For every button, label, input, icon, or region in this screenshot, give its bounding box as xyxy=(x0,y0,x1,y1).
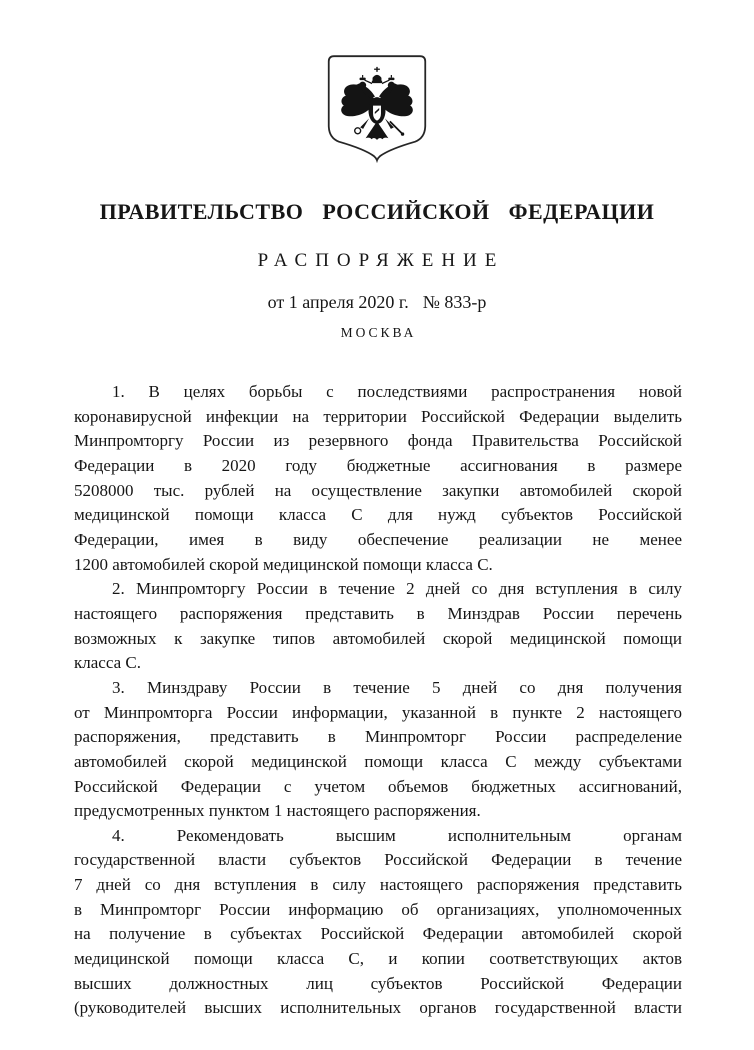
page-title: ПРАВИТЕЛЬСТВО РОССИЙСКОЙ ФЕДЕРАЦИИ xyxy=(99,199,655,224)
text-line: государственной власти субъектов Российской Федерации в течение xyxy=(74,850,682,870)
text-line: на получение в субъектах Российской Федерации автомобилей скорой xyxy=(74,924,682,944)
text-line: медицинской помощи класса С, и копии соответствующих актов xyxy=(74,949,682,969)
text-line: коронавирусной инфекции на территории Российской Федерации выделить xyxy=(74,406,682,426)
paragraph xyxy=(74,676,682,824)
text-line: 4. Рекомендовать высшим исполнительным органам xyxy=(112,825,682,845)
text-line: высших должностных лиц субъектов Российской Федерации xyxy=(74,973,682,993)
text-line: от Минпромторга России информации, указанной в пункте 2 настоящего xyxy=(74,702,682,722)
text-line: в Минпромторг России информацию об организациях, уполномоченных xyxy=(74,899,682,919)
document-date-line xyxy=(0,292,754,313)
russia-coat-of-arms-icon xyxy=(327,55,428,163)
text-line: возможных к закупке типов автомобилей скорой медицинской помощи xyxy=(74,628,682,648)
text-line: Федерации в 2020 году бюджетные ассигнования в размере xyxy=(74,455,682,475)
text-line: настоящего распоряжения представить в Минздрав России перечень xyxy=(74,603,682,623)
document-number: № 833-р xyxy=(422,292,487,312)
paragraph xyxy=(74,380,682,577)
text-line: Минпромторгу России из резервного фонда Правительства Российской xyxy=(74,431,682,451)
text-line: распоряжения, представить в Минпромторг России распределение xyxy=(74,727,682,747)
text-line: (руководителей высших исполнительных органов государственной власти xyxy=(74,998,682,1018)
text-line: 2. Минпромторгу России в течение 2 дней со дня вступления в силу xyxy=(112,579,682,599)
text-line: класса С. xyxy=(74,653,141,673)
text-line: предусмотренных пунктом 1 настоящего распоряжения. xyxy=(74,801,481,821)
document-body xyxy=(74,380,682,1021)
document-city: МОСКВА xyxy=(340,325,417,340)
document-type-heading: РАСПОРЯЖЕНИЕ xyxy=(257,250,505,271)
text-line: автомобилей скорой медицинской помощи класса С между субъектами xyxy=(74,751,682,771)
text-line: 7 дней со дня вступления в силу настоящего распоряжения представить xyxy=(74,875,682,895)
text-line: Федерации, имея в виду обеспечение реализации не менее xyxy=(74,529,682,549)
text-line: 3. Минздраву России в течение 5 дней со дня получения xyxy=(112,677,682,697)
paragraph xyxy=(74,824,682,1021)
text-line: 1200 автомобилей скорой медицинской помощи класса С. xyxy=(74,554,493,574)
paragraph xyxy=(74,577,682,676)
document-date: от 1 апреля 2020 г. xyxy=(267,292,409,312)
text-line: медицинской помощи класса С для нужд субъектов Российской xyxy=(74,505,682,525)
text-line: Российской Федерации с учетом объемов бюджетных ассигнований, xyxy=(74,776,682,796)
text-line: 1. В целях борьбы с последствиями распространения новой xyxy=(112,382,682,401)
text-line: 5208000 тыс. рублей на осуществление закупки автомобилей скорой xyxy=(74,480,682,500)
